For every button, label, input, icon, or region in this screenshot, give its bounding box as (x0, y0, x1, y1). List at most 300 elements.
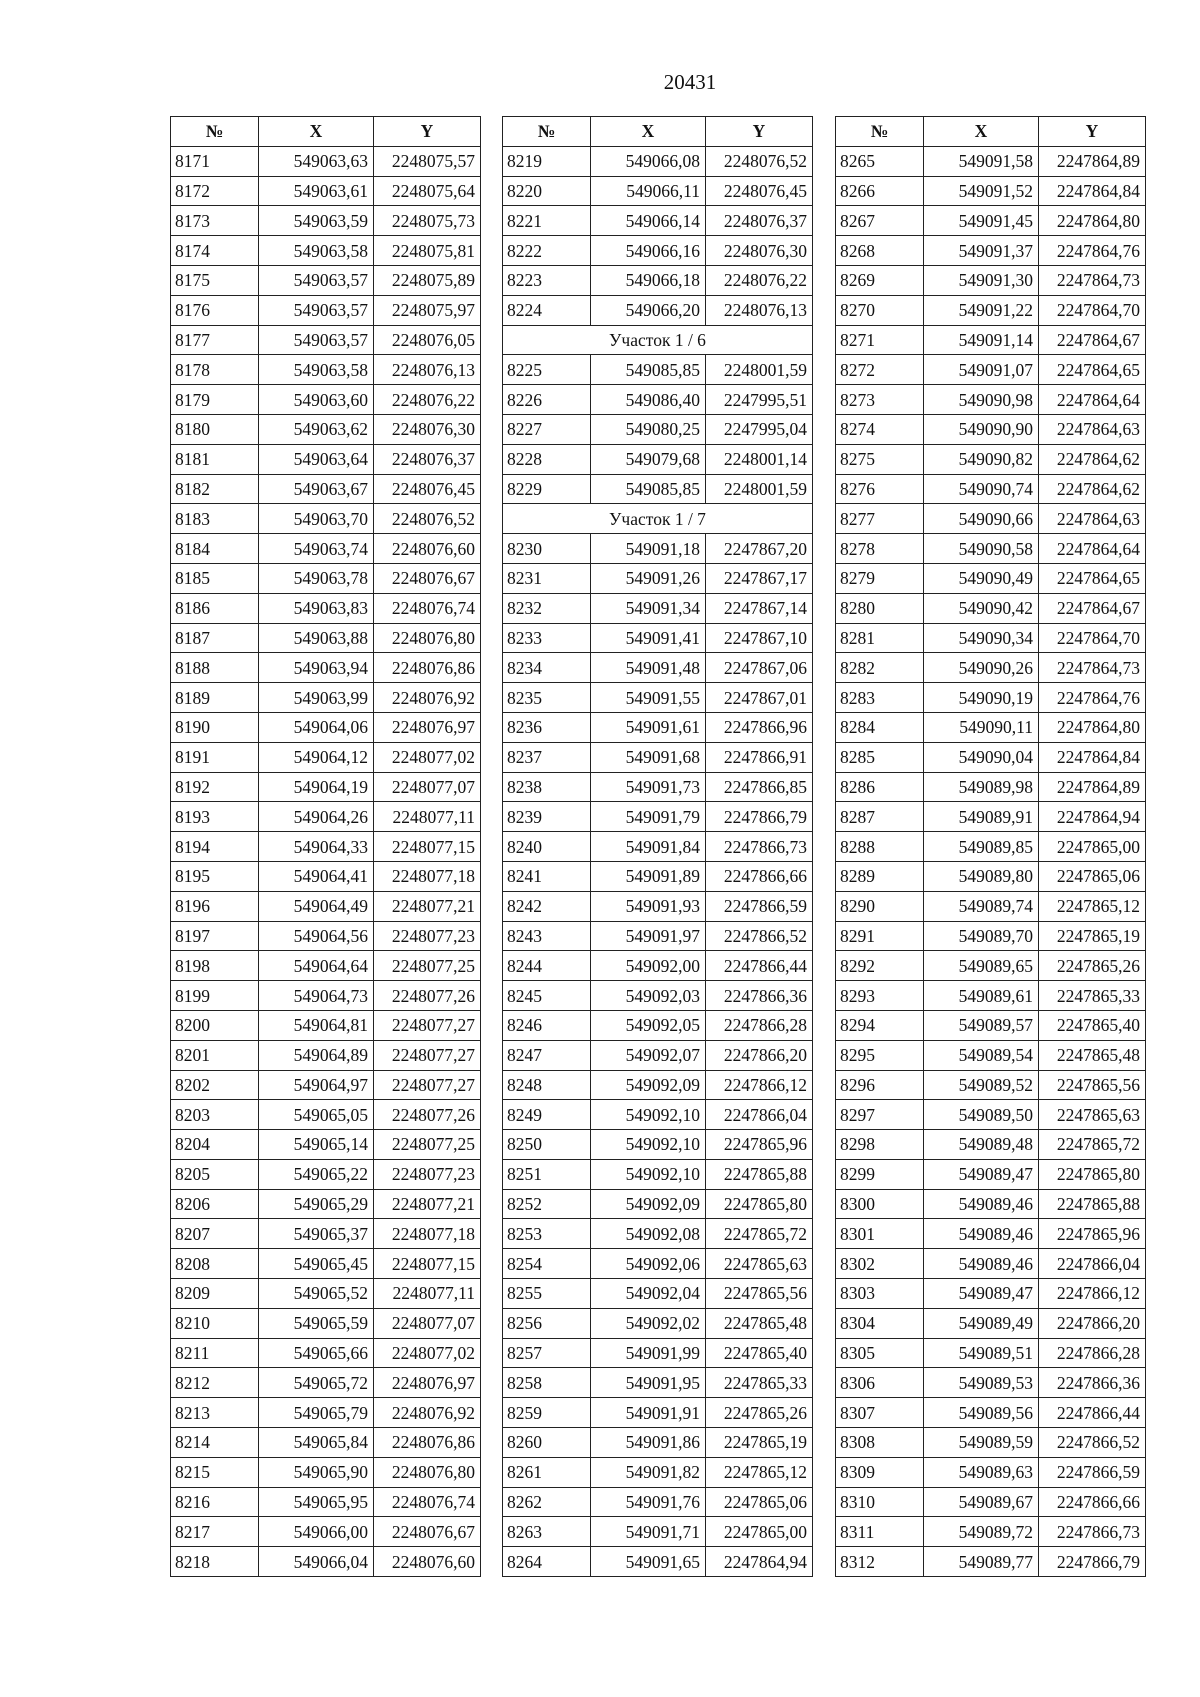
cell-x: 549091,58 (924, 146, 1039, 176)
cell-y: 2248077,21 (374, 1189, 481, 1219)
table-row (836, 414, 1146, 444)
cell-y: 2247865,40 (1039, 1010, 1146, 1040)
cell-number: 8205 (171, 1159, 259, 1189)
cell-x: 549091,86 (591, 1428, 706, 1458)
cell-y: 2247865,06 (706, 1487, 813, 1517)
cell-x: 549092,09 (591, 1189, 706, 1219)
cell-y: 2248077,02 (374, 1338, 481, 1368)
cell-number: 8209 (171, 1279, 259, 1309)
table-row (836, 325, 1146, 355)
cell-y: 2247866,66 (1039, 1487, 1146, 1517)
cell-number: 8295 (836, 1040, 924, 1070)
cell-y: 2248076,37 (374, 444, 481, 474)
cell-x: 549089,72 (924, 1517, 1039, 1547)
cell-x: 549089,46 (924, 1219, 1039, 1249)
cell-number: 8210 (171, 1308, 259, 1338)
table-row (503, 951, 813, 981)
cell-number: 8292 (836, 951, 924, 981)
cell-x: 549092,05 (591, 1010, 706, 1040)
cell-x: 549063,59 (259, 206, 374, 236)
cell-x: 549090,34 (924, 623, 1039, 653)
cell-y: 2248077,23 (374, 921, 481, 951)
cell-number: 8261 (503, 1457, 591, 1487)
cell-y: 2248077,25 (374, 1130, 481, 1160)
cell-number: 8258 (503, 1368, 591, 1398)
cell-y: 2248076,74 (374, 1487, 481, 1517)
cell-y: 2247866,66 (706, 861, 813, 891)
cell-y: 2247866,28 (706, 1010, 813, 1040)
cell-y: 2248077,26 (374, 1100, 481, 1130)
cell-number: 8198 (171, 951, 259, 981)
cell-x: 549085,85 (591, 355, 706, 385)
cell-y: 2248076,80 (374, 623, 481, 653)
cell-y: 2247865,88 (706, 1159, 813, 1189)
table-row (836, 653, 1146, 683)
table-header (836, 117, 1146, 147)
cell-x: 549091,07 (924, 355, 1039, 385)
table-row (503, 921, 813, 951)
cell-y: 2247864,70 (1039, 295, 1146, 325)
cell-x: 549089,61 (924, 981, 1039, 1011)
table-row (171, 593, 481, 623)
table-row (503, 1457, 813, 1487)
cell-x: 549065,37 (259, 1219, 374, 1249)
table-row (836, 563, 1146, 593)
table-row (503, 1100, 813, 1130)
column-header-x: X (591, 117, 706, 147)
cell-y: 2247866,20 (706, 1040, 813, 1070)
cell-x: 549091,55 (591, 683, 706, 713)
cell-y: 2247995,04 (706, 414, 813, 444)
cell-x: 549064,64 (259, 951, 374, 981)
cell-x: 549065,66 (259, 1338, 374, 1368)
cell-number: 8272 (836, 355, 924, 385)
cell-number: 8184 (171, 534, 259, 564)
table-row (503, 742, 813, 772)
cell-number: 8280 (836, 593, 924, 623)
cell-number: 8241 (503, 861, 591, 891)
cell-number: 8298 (836, 1130, 924, 1160)
table-row (836, 1070, 1146, 1100)
cell-number: 8244 (503, 951, 591, 981)
cell-x: 549064,89 (259, 1040, 374, 1070)
cell-y: 2248076,67 (374, 1517, 481, 1547)
table-row (171, 504, 481, 534)
cell-y: 2247864,64 (1039, 385, 1146, 415)
table-row (171, 1159, 481, 1189)
table-row (503, 891, 813, 921)
cell-number: 8181 (171, 444, 259, 474)
cell-number: 8194 (171, 832, 259, 862)
cell-y: 2247995,51 (706, 385, 813, 415)
table-row (836, 921, 1146, 951)
cell-x: 549064,26 (259, 802, 374, 832)
cell-x: 549092,10 (591, 1100, 706, 1130)
table-row (836, 355, 1146, 385)
table-row (171, 772, 481, 802)
table-row (171, 1308, 481, 1338)
cell-number: 8201 (171, 1040, 259, 1070)
table-row (171, 414, 481, 444)
cell-y: 2247864,65 (1039, 355, 1146, 385)
table-row (836, 534, 1146, 564)
table-row (503, 861, 813, 891)
table-row (171, 653, 481, 683)
cell-y: 2248001,14 (706, 444, 813, 474)
cell-y: 2248076,37 (706, 206, 813, 236)
cell-number: 8281 (836, 623, 924, 653)
cell-y: 2248077,23 (374, 1159, 481, 1189)
cell-number: 8240 (503, 832, 591, 862)
table-row (503, 593, 813, 623)
table-row (503, 832, 813, 862)
table-row (836, 295, 1146, 325)
cell-x: 549063,62 (259, 414, 374, 444)
cell-number: 8218 (171, 1547, 259, 1577)
column-header-x: X (924, 117, 1039, 147)
cell-y: 2247865,96 (706, 1130, 813, 1160)
column-header-y: Y (374, 117, 481, 147)
header-row (503, 117, 813, 147)
cell-y: 2248077,15 (374, 832, 481, 862)
table-row (503, 1547, 813, 1577)
table-row (171, 1189, 481, 1219)
cell-x: 549089,67 (924, 1487, 1039, 1517)
cell-x: 549091,93 (591, 891, 706, 921)
table-row (171, 802, 481, 832)
table-row (836, 593, 1146, 623)
table-row (171, 444, 481, 474)
cell-y: 2248076,05 (374, 325, 481, 355)
table-row (503, 236, 813, 266)
table-row (836, 1487, 1146, 1517)
cell-y: 2247865,00 (706, 1517, 813, 1547)
cell-x: 549085,85 (591, 474, 706, 504)
cell-number: 8301 (836, 1219, 924, 1249)
table-row (171, 623, 481, 653)
cell-y: 2247864,84 (1039, 176, 1146, 206)
table-row (836, 802, 1146, 832)
cell-number: 8208 (171, 1249, 259, 1279)
cell-number: 8188 (171, 653, 259, 683)
cell-y: 2247867,14 (706, 593, 813, 623)
cell-x: 549092,07 (591, 1040, 706, 1070)
cell-x: 549089,50 (924, 1100, 1039, 1130)
cell-x: 549092,08 (591, 1219, 706, 1249)
cell-y: 2248076,22 (706, 265, 813, 295)
cell-x: 549091,97 (591, 921, 706, 951)
cell-x: 549089,70 (924, 921, 1039, 951)
table-row (171, 325, 481, 355)
cell-x: 549092,10 (591, 1130, 706, 1160)
table-row (503, 176, 813, 206)
table-row (503, 1189, 813, 1219)
cell-number: 8276 (836, 474, 924, 504)
cell-x: 549089,51 (924, 1338, 1039, 1368)
cell-x: 549092,03 (591, 981, 706, 1011)
table-header (503, 117, 813, 147)
cell-number: 8271 (836, 325, 924, 355)
cell-number: 8300 (836, 1189, 924, 1219)
cell-x: 549089,46 (924, 1189, 1039, 1219)
cell-x: 549089,52 (924, 1070, 1039, 1100)
cell-x: 549092,02 (591, 1308, 706, 1338)
cell-number: 8191 (171, 742, 259, 772)
table-row (836, 1219, 1146, 1249)
header-row (836, 117, 1146, 147)
cell-number: 8215 (171, 1457, 259, 1487)
cell-y: 2247864,67 (1039, 325, 1146, 355)
table-row (836, 772, 1146, 802)
cell-number: 8222 (503, 236, 591, 266)
cell-y: 2248076,45 (374, 474, 481, 504)
cell-number: 8269 (836, 265, 924, 295)
table-row (836, 444, 1146, 474)
cell-y: 2248077,15 (374, 1249, 481, 1279)
cell-y: 2247864,63 (1039, 504, 1146, 534)
cell-x: 549090,26 (924, 653, 1039, 683)
cell-number: 8260 (503, 1428, 591, 1458)
cell-x: 549090,82 (924, 444, 1039, 474)
cell-y: 2247864,94 (706, 1547, 813, 1577)
table-row (836, 1517, 1146, 1547)
cell-y: 2248075,64 (374, 176, 481, 206)
table-row (503, 772, 813, 802)
table-row (171, 355, 481, 385)
cell-number: 8207 (171, 1219, 259, 1249)
cell-number: 8274 (836, 414, 924, 444)
cell-number: 8253 (503, 1219, 591, 1249)
table-row (836, 1189, 1146, 1219)
cell-y: 2247866,44 (706, 951, 813, 981)
table-row (836, 504, 1146, 534)
cell-y: 2248077,25 (374, 951, 481, 981)
cell-y: 2247865,56 (1039, 1070, 1146, 1100)
table-row (503, 206, 813, 236)
table-header (171, 117, 481, 147)
cell-y: 2247865,06 (1039, 861, 1146, 891)
cell-number: 8308 (836, 1428, 924, 1458)
table-row (171, 474, 481, 504)
table-row (503, 1338, 813, 1368)
table-row (836, 1368, 1146, 1398)
cell-y: 2247864,67 (1039, 593, 1146, 623)
table-row (836, 1249, 1146, 1279)
cell-number: 8196 (171, 891, 259, 921)
cell-y: 2248077,18 (374, 861, 481, 891)
cell-x: 549064,12 (259, 742, 374, 772)
cell-y: 2247866,73 (1039, 1517, 1146, 1547)
cell-y: 2248076,86 (374, 1428, 481, 1458)
cell-y: 2247865,12 (706, 1457, 813, 1487)
cell-number: 8234 (503, 653, 591, 683)
cell-y: 2247865,80 (1039, 1159, 1146, 1189)
cell-y: 2248076,92 (374, 683, 481, 713)
cell-y: 2247866,52 (706, 921, 813, 951)
cell-number: 8299 (836, 1159, 924, 1189)
cell-number: 8312 (836, 1547, 924, 1577)
cell-y: 2248076,67 (374, 563, 481, 593)
table-row (171, 176, 481, 206)
cell-y: 2247865,40 (706, 1338, 813, 1368)
table-row (503, 1398, 813, 1428)
table-row (836, 1130, 1146, 1160)
cell-y: 2247864,80 (1039, 712, 1146, 742)
cell-x: 549063,58 (259, 236, 374, 266)
cell-y: 2247866,96 (706, 712, 813, 742)
cell-number: 8237 (503, 742, 591, 772)
cell-y: 2247865,26 (1039, 951, 1146, 981)
cell-number: 8219 (503, 146, 591, 176)
cell-x: 549065,52 (259, 1279, 374, 1309)
table-row (836, 1398, 1146, 1428)
cell-number: 8283 (836, 683, 924, 713)
table-row (171, 236, 481, 266)
cell-x: 549063,57 (259, 295, 374, 325)
column-header-number: № (171, 117, 259, 147)
cell-x: 549065,05 (259, 1100, 374, 1130)
page-number: 20431 (663, 70, 717, 94)
cell-y: 2247864,73 (1039, 653, 1146, 683)
cell-x: 549063,67 (259, 474, 374, 504)
cell-x: 549066,00 (259, 1517, 374, 1547)
cell-y: 2247864,62 (1039, 474, 1146, 504)
cell-x: 549091,26 (591, 563, 706, 593)
table-row (171, 385, 481, 415)
cell-x: 549063,94 (259, 653, 374, 683)
table-row (503, 474, 813, 504)
table-row (836, 742, 1146, 772)
table-row (836, 206, 1146, 236)
table-row (503, 712, 813, 742)
cell-x: 549065,22 (259, 1159, 374, 1189)
cell-number: 8289 (836, 861, 924, 891)
cell-y: 2247865,48 (1039, 1040, 1146, 1070)
table-row (171, 683, 481, 713)
cell-x: 549091,52 (924, 176, 1039, 206)
cell-y: 2247867,10 (706, 623, 813, 653)
table-row (171, 206, 481, 236)
cell-number: 8251 (503, 1159, 591, 1189)
cell-y: 2248077,18 (374, 1219, 481, 1249)
table-row (503, 1279, 813, 1309)
cell-x: 549089,46 (924, 1249, 1039, 1279)
cell-x: 549065,84 (259, 1428, 374, 1458)
cell-x: 549089,47 (924, 1279, 1039, 1309)
coordinates-table-3 (835, 116, 1146, 1577)
cell-x: 549063,57 (259, 325, 374, 355)
cell-y: 2247865,33 (706, 1368, 813, 1398)
cell-y: 2247865,33 (1039, 981, 1146, 1011)
cell-x: 549063,60 (259, 385, 374, 415)
table-row (503, 1130, 813, 1160)
cell-x: 549092,09 (591, 1070, 706, 1100)
cell-y: 2247866,59 (706, 891, 813, 921)
table-row (836, 236, 1146, 266)
cell-x: 549091,91 (591, 1398, 706, 1428)
cell-number: 8173 (171, 206, 259, 236)
table-row (171, 1457, 481, 1487)
cell-x: 549092,00 (591, 951, 706, 981)
column-header-number: № (836, 117, 924, 147)
cell-x: 549065,29 (259, 1189, 374, 1219)
table-row (503, 265, 813, 295)
cell-number: 8236 (503, 712, 591, 742)
cell-y: 2247864,62 (1039, 444, 1146, 474)
table-row (503, 1487, 813, 1517)
cell-y: 2247866,59 (1039, 1457, 1146, 1487)
cell-x: 549091,41 (591, 623, 706, 653)
cell-y: 2248077,27 (374, 1070, 481, 1100)
cell-y: 2248077,27 (374, 1010, 481, 1040)
table-row (836, 474, 1146, 504)
cell-x: 549064,49 (259, 891, 374, 921)
cell-y: 2247866,52 (1039, 1428, 1146, 1458)
cell-number: 8265 (836, 146, 924, 176)
cell-y: 2248075,57 (374, 146, 481, 176)
table-row (503, 414, 813, 444)
cell-y: 2247865,96 (1039, 1219, 1146, 1249)
cell-x: 549090,58 (924, 534, 1039, 564)
cell-y: 2248076,97 (374, 1368, 481, 1398)
cell-y: 2248076,52 (706, 146, 813, 176)
cell-number: 8200 (171, 1010, 259, 1040)
section-label: Участок 1 / 7 (503, 504, 813, 534)
cell-y: 2247864,73 (1039, 265, 1146, 295)
cell-number: 8266 (836, 176, 924, 206)
cell-number: 8182 (171, 474, 259, 504)
cell-number: 8264 (503, 1547, 591, 1577)
cell-number: 8287 (836, 802, 924, 832)
column-header-y: Y (1039, 117, 1146, 147)
table-row (836, 1547, 1146, 1577)
cell-number: 8277 (836, 504, 924, 534)
table-row (836, 1338, 1146, 1368)
cell-y: 2247865,19 (706, 1428, 813, 1458)
cell-y: 2248077,21 (374, 891, 481, 921)
cell-number: 8250 (503, 1130, 591, 1160)
table-row (836, 265, 1146, 295)
table-row (171, 1040, 481, 1070)
cell-number: 8204 (171, 1130, 259, 1160)
cell-number: 8255 (503, 1279, 591, 1309)
cell-number: 8214 (171, 1428, 259, 1458)
table-row (171, 742, 481, 772)
cell-x: 549063,74 (259, 534, 374, 564)
cell-x: 549091,76 (591, 1487, 706, 1517)
cell-number: 8305 (836, 1338, 924, 1368)
cell-number: 8225 (503, 355, 591, 385)
cell-number: 8216 (171, 1487, 259, 1517)
table-row (171, 563, 481, 593)
cell-y: 2247864,64 (1039, 534, 1146, 564)
cell-x: 549091,65 (591, 1547, 706, 1577)
cell-y: 2247864,84 (1039, 742, 1146, 772)
cell-number: 8288 (836, 832, 924, 862)
cell-x: 549091,73 (591, 772, 706, 802)
cell-y: 2248076,22 (374, 385, 481, 415)
cell-number: 8221 (503, 206, 591, 236)
table-row (171, 1338, 481, 1368)
cell-x: 549091,68 (591, 742, 706, 772)
cell-number: 8233 (503, 623, 591, 653)
cell-y: 2247866,12 (1039, 1279, 1146, 1309)
table-row (171, 265, 481, 295)
cell-y: 2247866,79 (1039, 1547, 1146, 1577)
cell-number: 8297 (836, 1100, 924, 1130)
cell-x: 549092,10 (591, 1159, 706, 1189)
cell-y: 2247865,72 (1039, 1130, 1146, 1160)
